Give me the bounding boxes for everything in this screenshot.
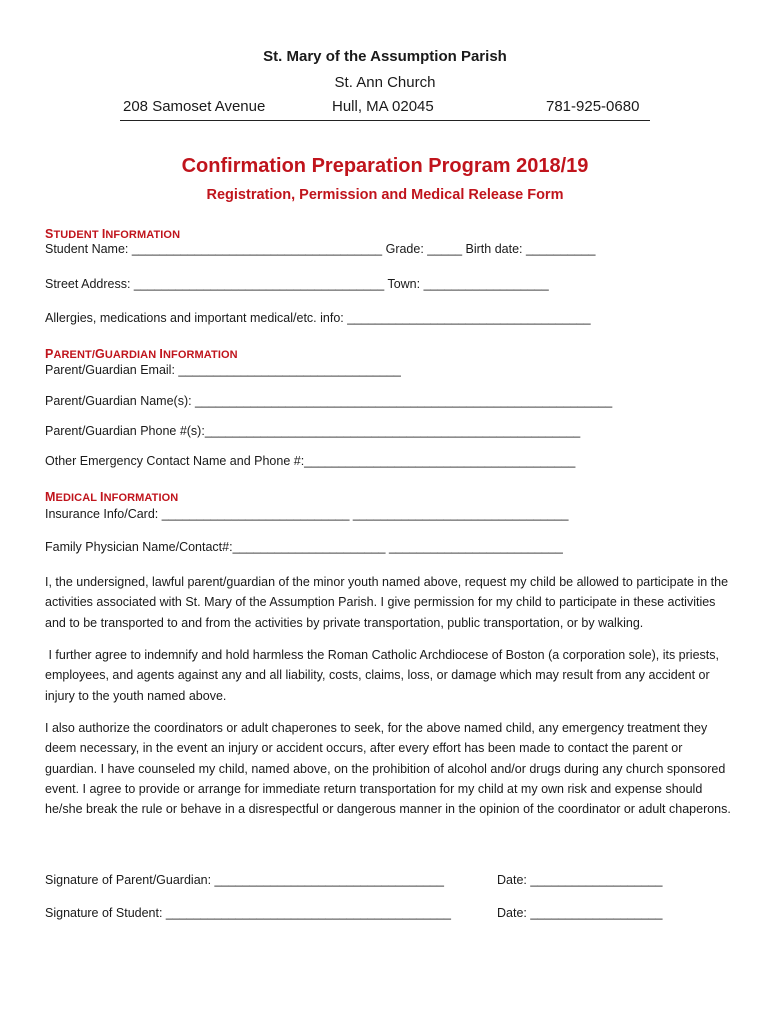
student-info-heading: STUDENT INFORMATION [45,227,181,241]
parish-name: St. Mary of the Assumption Parish [263,48,507,65]
student-signature-line[interactable]: Signature of Student: _________________________________________ [45,906,451,920]
street-address: 208 Samoset Avenue [123,98,266,115]
parent-email-line[interactable]: Parent/Guardian Email: ________________________________ [45,363,401,377]
emergency-contact-line[interactable]: Other Emergency Contact Name and Phone #:_______________________________________ [45,454,576,468]
medical-info-heading: MEDICAL INFORMATION [45,490,179,504]
city-state: Hull, MA 02045 [332,98,434,115]
indemnify-paragraph: I further agree to indemnify and hold harmless the Roman Catholic Archdiocese of Boston (a corporation sole), its priests, employees, and agents against any and all liability, costs, claims, loss, or damage which may result from any accident or injury to the youth named above. [45,648,723,703]
student-signature-date[interactable]: Date: ___________________ [497,906,663,920]
parish-phone: 781-925-0680 [546,98,640,115]
student-name-line[interactable]: Student Name: ____________________________________ Grade: _____ Birth date: __________ [45,242,596,256]
allergies-line[interactable]: Allergies, medications and important medical/etc. info: ___________________________________ [45,311,591,325]
authorization-paragraph: I also authorize the coordinators or adult chaperones to seek, for the above named child, any emergency treatment they deem necessary, in the event an injury or accident occurs, after every effort has been made to contact the parent or guardian. I have counseled my child, named above, on the prohibition of alcohol and/or drugs during any church sponsored event. I agree to provide or arrange for immediate return transportation for my child at my own risk and expense should he/she break the rule or behave in a disrespectful or dangerous manner in the opinion of the coordinator or adult chaperons. [45,721,731,817]
form-subtitle: Registration, Permission and Medical Release Form [206,187,564,203]
physician-line[interactable]: Family Physician Name/Contact#:______________________ _________________________ [45,540,563,554]
church-name: St. Ann Church [334,74,436,91]
insurance-line[interactable]: Insurance Info/Card: ___________________________ _______________________________ [45,507,569,521]
form-title: Confirmation Preparation Program 2018/19 [181,155,589,177]
parent-signature-date[interactable]: Date: ___________________ [497,873,663,887]
parent-names-line[interactable]: Parent/Guardian Name(s): ____________________________________________________________ [45,394,613,408]
parent-phone-line[interactable]: Parent/Guardian Phone #(s):______________________________________________________ [45,424,581,438]
header-divider [120,120,650,121]
parent-info-heading: PARENT/GUARDIAN INFORMATION [45,347,238,361]
parent-signature-line[interactable]: Signature of Parent/Guardian: _________________________________ [45,873,444,887]
permission-paragraph: I, the undersigned, lawful parent/guardian of the minor youth named above, request my child be allowed to participate in the activities associated with St. Mary of the Assumption Parish. I give permission for my child to participate in these activities and to be transported to and from the activities by private transportation, public transportation, or by walking. [45,575,729,630]
street-address-line[interactable]: Street Address: ____________________________________ Town: __________________ [45,277,549,291]
